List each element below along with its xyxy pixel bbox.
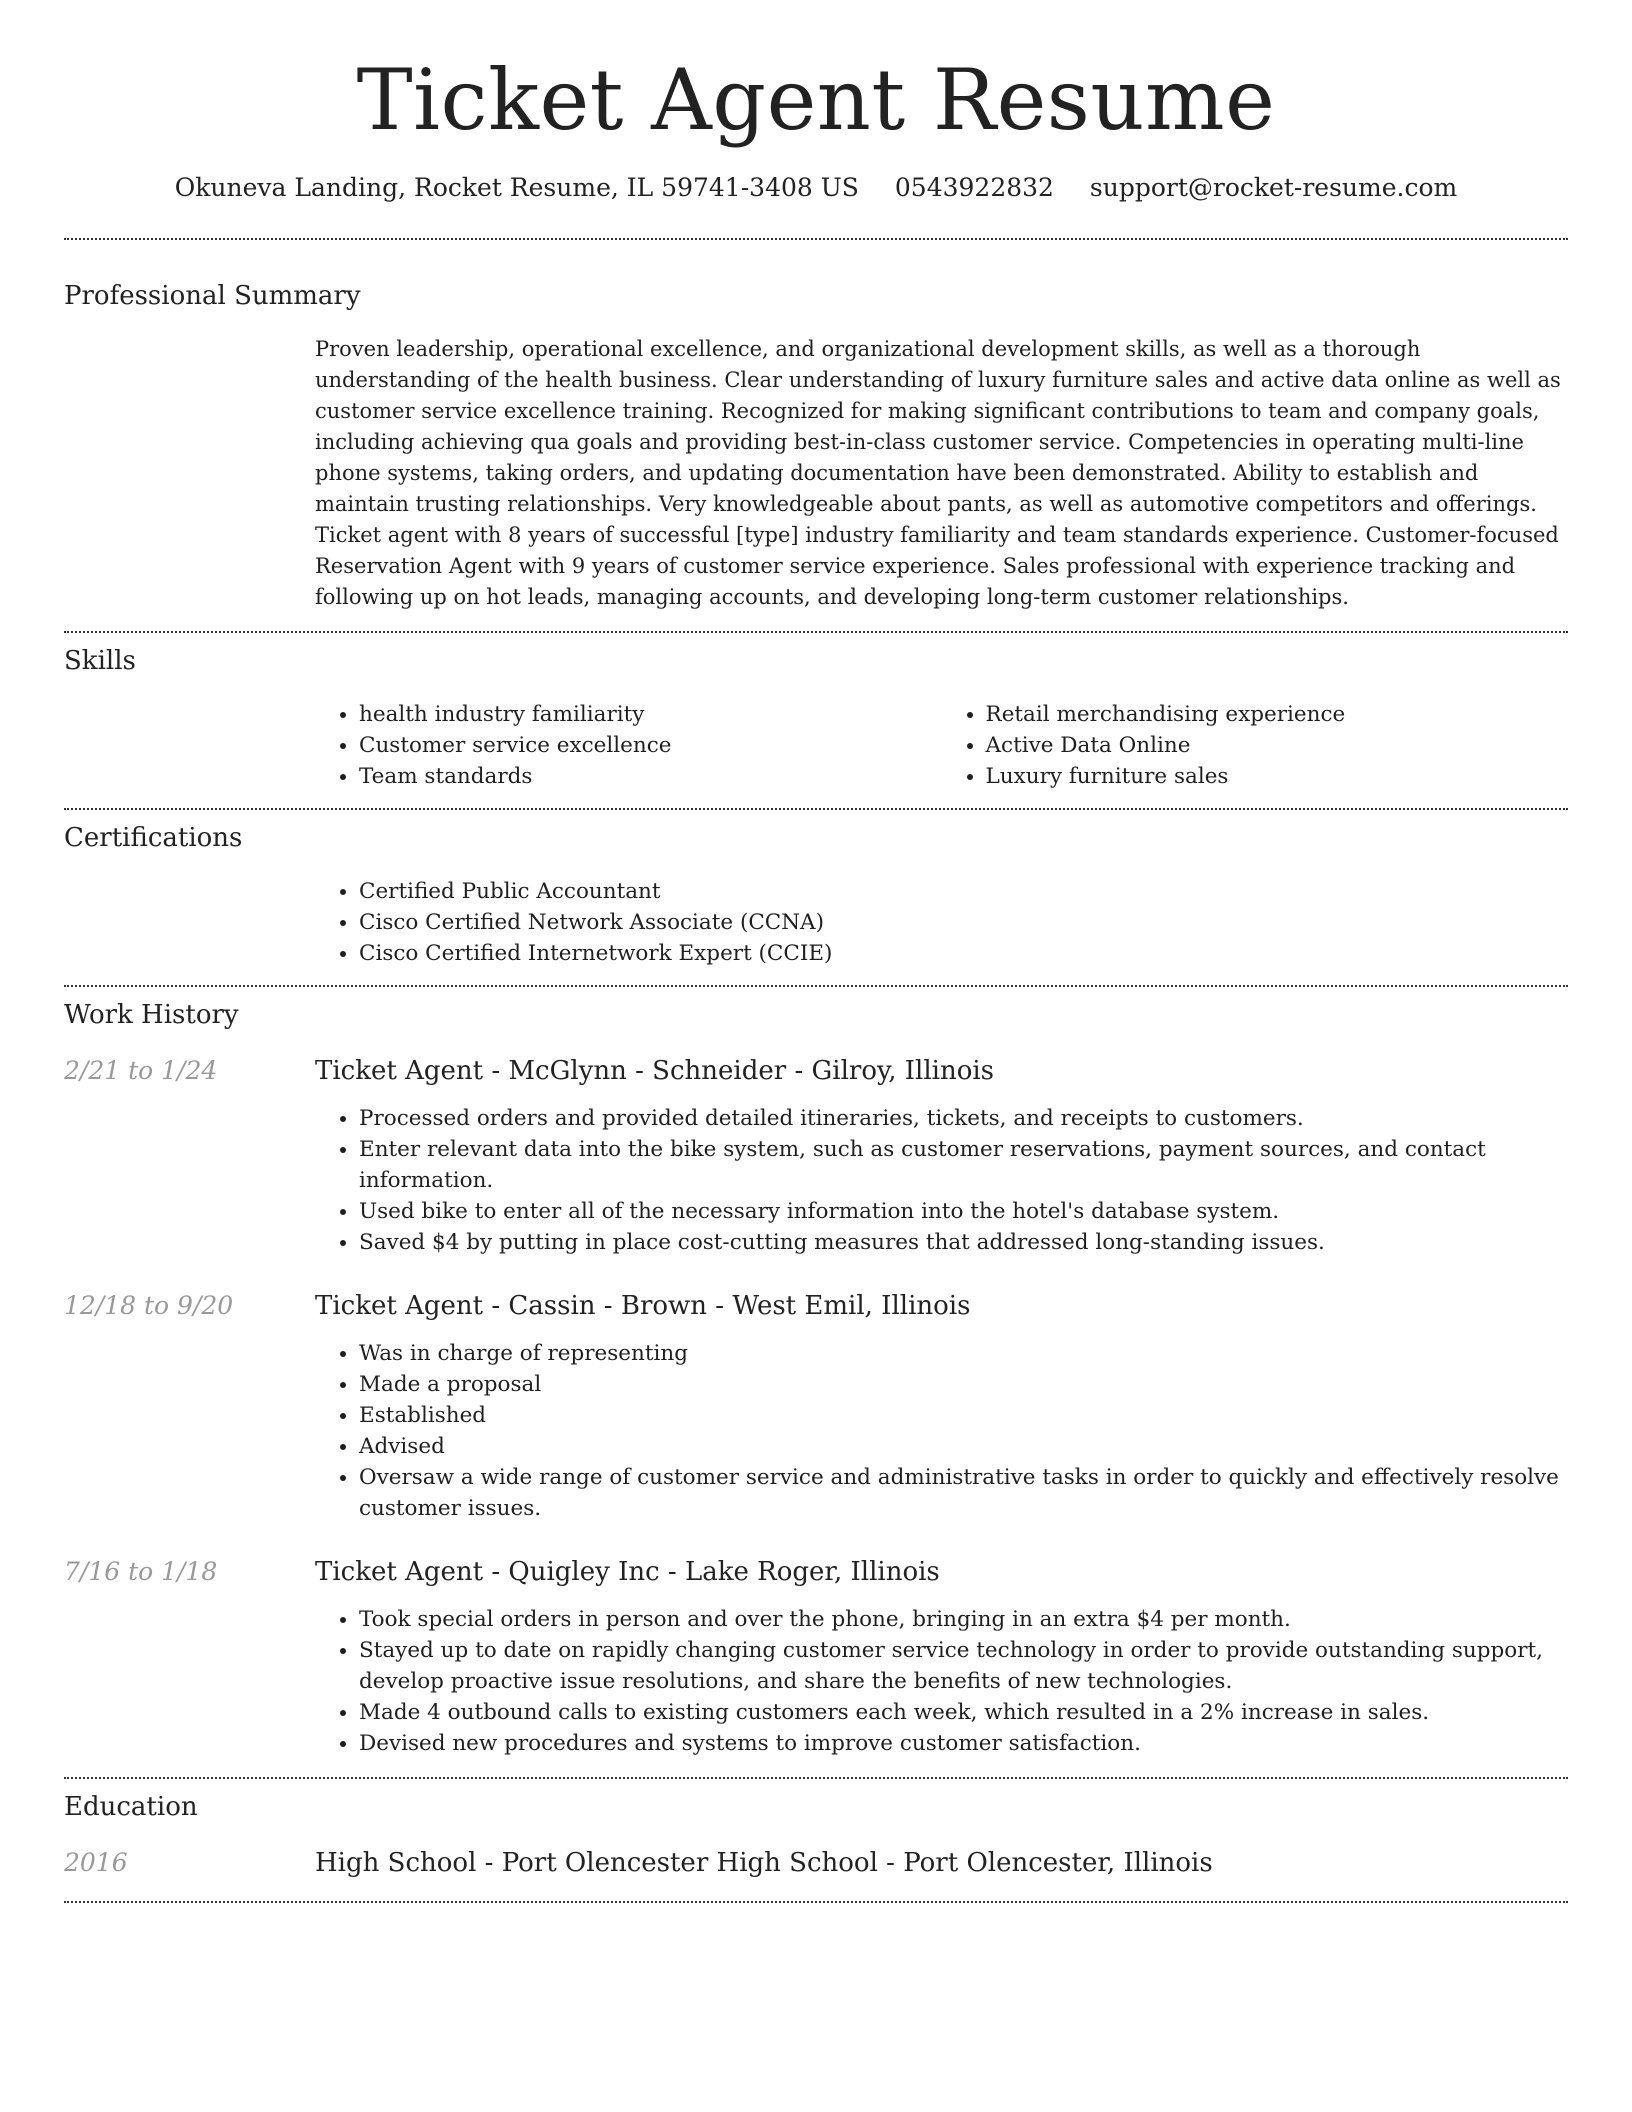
education-header — [64, 1847, 1568, 1879]
section-heading-skills: Skills — [64, 646, 136, 676]
education-entry — [64, 1847, 1568, 1879]
list-item: • Devised new procedures and systems to improve customer satisfaction. — [359, 1728, 1568, 1759]
summary-text: Proven leadership, operational excellence, and organizational development skills, as well as a thorough understanding of the health business. Clear understanding of luxury furniture sales and active data online as well as customer service excellence training. Recognized for making significant contributions to team and company goals, including achieving qua goals and providing best-in-class customer service. Competencies in operating multi-line phone systems, taking orders, and updating documentation have been demonstrated. Ability to establish and maintain trusting relationships. Very knowledgeable about pants, as well as automotive competitors and offerings. Ticket agent with 8 years of successful [type] industry familiarity and team standards experience. Customer-focused Reservation Agent with 9 years of customer service experience. Sales professional with experience tracking and following up on hot leads, managing accounts, and developing long-term customer relationships. — [315, 337, 1561, 609]
list-item: • Certified Public Accountant — [359, 876, 1568, 907]
list-item: • Active Data Online — [986, 730, 1569, 761]
section-heading-work-history: Work History — [64, 1000, 239, 1030]
education-title: High School - Port Olencester High School - Port Olencester, Illinois — [315, 1848, 1213, 1878]
certifications-list — [315, 876, 1568, 969]
skills-list-left — [315, 699, 942, 792]
job-header — [64, 1556, 1568, 1588]
divider — [64, 1901, 1568, 1903]
work-history-section — [64, 999, 1568, 1759]
job-entry — [64, 1290, 1568, 1524]
list-item: • Customer service excellence — [359, 730, 942, 761]
list-item: • health industry familiarity — [359, 699, 942, 730]
divider — [64, 808, 1568, 810]
list-item: • Took special orders in person and over the phone, bringing in an extra $4 per month. — [359, 1604, 1568, 1635]
section-heading-summary: Professional Summary — [64, 281, 361, 311]
contact-line — [64, 172, 1568, 204]
contact-address: Okuneva Landing, Rocket Resume, IL 59741-3408 US — [174, 173, 859, 202]
job-entry — [64, 1556, 1568, 1759]
list-item: • Processed orders and provided detailed itineraries, tickets, and receipts to customers. — [359, 1103, 1568, 1134]
skills-list-right — [942, 699, 1569, 792]
divider — [64, 1777, 1568, 1779]
education-date: 2016 — [64, 1848, 128, 1877]
contact-phone: 0543922832 — [894, 173, 1054, 202]
job-date: 7/16 to 1/18 — [64, 1557, 218, 1586]
list-item: • Made a proposal — [359, 1369, 1568, 1400]
list-item: • Saved $4 by putting in place cost-cutting measures that addressed long-standing issues. — [359, 1227, 1568, 1258]
divider — [64, 631, 1568, 633]
job-title: Ticket Agent - Cassin - Brown - West Emil, Illinois — [315, 1291, 971, 1321]
list-item: • Was in charge of representing — [359, 1338, 1568, 1369]
list-item: • Used bike to enter all of the necessary information into the hotel's database system. — [359, 1196, 1568, 1227]
list-item: • Established — [359, 1400, 1568, 1431]
job-date: 2/21 to 1/24 — [64, 1056, 218, 1085]
job-entry — [64, 1055, 1568, 1258]
job-bullets — [315, 1604, 1568, 1759]
divider — [64, 985, 1568, 987]
section-heading-education: Education — [64, 1792, 198, 1822]
certifications-section — [64, 822, 1568, 969]
education-section — [64, 1791, 1568, 1879]
skills-section — [64, 645, 1568, 792]
list-item: • Stayed up to date on rapidly changing customer service technology in order to provide outstanding support, develop proactive issue resolutions, and share the benefits of new technologies. — [359, 1635, 1568, 1697]
job-header — [64, 1290, 1568, 1322]
list-item: • Team standards — [359, 761, 942, 792]
list-item: • Oversaw a wide range of customer service and administrative tasks in order to quickly and effectively resolve customer issues. — [359, 1462, 1568, 1524]
resume-title: Ticket Agent Resume — [356, 51, 1276, 149]
list-item: • Made 4 outbound calls to existing customers each week, which resulted in a 2% increase in sales. — [359, 1697, 1568, 1728]
job-title: Ticket Agent - Quigley Inc - Lake Roger, Illinois — [315, 1557, 940, 1587]
list-item: • Retail merchandising experience — [986, 699, 1569, 730]
contact-email: support@rocket-resume.com — [1089, 173, 1458, 202]
job-header — [64, 1055, 1568, 1087]
divider — [64, 238, 1568, 240]
section-heading-certifications: Certifications — [64, 823, 243, 853]
list-item: • Enter relevant data into the bike system, such as customer reservations, payment sources, and contact information. — [359, 1134, 1568, 1196]
job-date: 12/18 to 9/20 — [64, 1291, 234, 1320]
job-bullets — [315, 1103, 1568, 1258]
list-item: • Luxury furniture sales — [986, 761, 1569, 792]
list-item: • Cisco Certified Network Associate (CCNA) — [359, 907, 1568, 938]
summary-section — [64, 280, 1568, 613]
list-item: • Cisco Certified Internetwork Expert (CCIE) — [359, 938, 1568, 969]
job-bullets — [315, 1338, 1568, 1524]
job-title: Ticket Agent - McGlynn - Schneider - Gilroy, Illinois — [315, 1056, 995, 1086]
list-item: • Advised — [359, 1431, 1568, 1462]
